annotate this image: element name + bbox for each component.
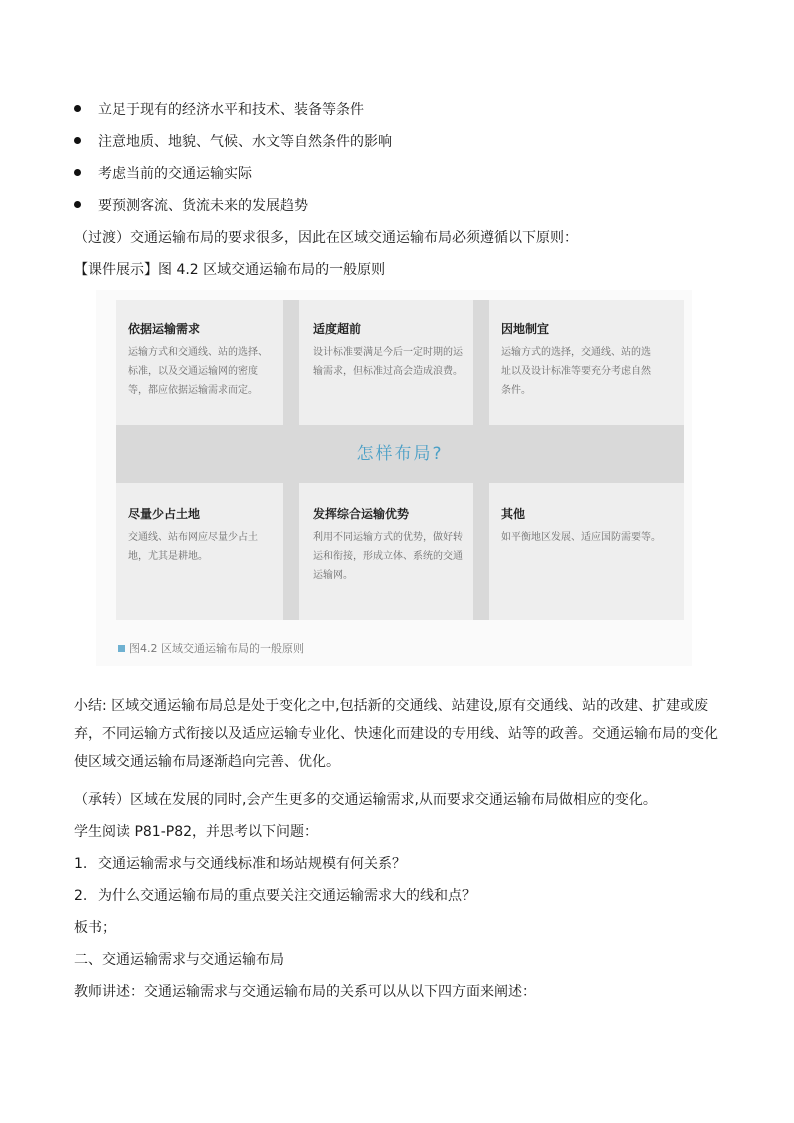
list-item: 立足于现有的经济水平和技术、装备等条件 — [74, 100, 364, 120]
panel-local — [489, 300, 684, 425]
panel-title: 尽量少占土地 — [128, 507, 201, 521]
center-band — [116, 425, 684, 483]
reading-instruction: 学生阅读 P81-P82，并思考以下问题： — [74, 824, 319, 840]
list-item: 考虑当前的交通运输实际 — [74, 164, 252, 184]
panel-title: 依据运输需求 — [128, 322, 201, 336]
panel-body: 如平衡地区发展、适应国防需要等。 — [501, 532, 661, 543]
teacher-narration: 教师讲述：交通运输需求与交通运输布局的关系可以从以下四方面来阐述： — [74, 984, 536, 1000]
panel-title: 其他 — [501, 507, 526, 521]
question-item: 1. 交通运输需求与交通线标准和场站规模有何关系？ — [74, 856, 406, 872]
panel-demand — [116, 300, 283, 425]
bullet-icon — [74, 105, 81, 112]
principles-figure — [96, 290, 692, 666]
section-title: 二、交通运输需求与交通运输布局 — [74, 952, 284, 968]
list-item: 要预测客流、货流未来的发展趋势 — [74, 196, 308, 216]
transition-text: （过渡）交通运输布局的要求很多，因此在区域交通运输布局必须遵循以下原则： — [74, 230, 578, 246]
panel-title: 适度超前 — [313, 322, 362, 336]
transition-text: （承转）区域在发展的同时,会产生更多的交通运输需求,从而要求交通运输布局做相应的变化。 — [74, 792, 657, 808]
list-item: 注意地质、地貌、气候、水文等自然条件的影响 — [74, 132, 392, 152]
panel-moderate — [299, 300, 473, 425]
caption-marker-icon — [118, 645, 125, 652]
bullet-icon — [74, 169, 81, 176]
bullet-icon — [74, 137, 81, 144]
center-label: 怎样布局? — [356, 444, 444, 464]
panel-body: 利用不同运输方式的优势，做好转运和衔接，形成立体、系统的交通运输网。 — [313, 532, 463, 581]
panel-land — [116, 483, 283, 620]
panel-title: 因地制宜 — [501, 322, 550, 336]
panel-body: 设计标准要满足今后一定时期的运输需求，但标准过高会造成浪费。 — [313, 347, 463, 377]
bullet-icon — [74, 201, 81, 208]
panel-title: 发挥综合运输优势 — [313, 507, 410, 521]
summary-paragraph: 小结: 区域交通运输布局总是处于变化之中,包括新的交通线、站建设,原有交通线、站的改建、扩建或废弃，不同运输方式衔接以及适应运输专业化、快速化而建设的专用线、站等的政善。交通运输布局的变化使区域交通运输布局逐渐趋向完善、优化。 — [74, 698, 718, 770]
courseware-heading: 【课件展示】图 4.2 区域交通运输布局的一般原则 — [74, 262, 386, 278]
panel-body: 交通线、站布网应尽量少占土地，尤其是耕地。 — [128, 532, 258, 562]
panel-body: 运输方式和交通线、站的选择、标准，以及交通运输网的密度等，都应依据运输需求而定。 — [128, 347, 268, 396]
panel-body: 运输方式的选择，交通线、站的选址以及设计标准等要充分考虑自然条件。 — [501, 347, 651, 396]
panel-other — [489, 483, 684, 620]
question-item: 2. 为什么交通运输布局的重点要关注交通运输需求大的线和点？ — [74, 888, 476, 904]
panel-integrated — [299, 483, 473, 620]
figure-caption: 图4.2 区域交通运输布局的一般原则 — [118, 640, 304, 656]
board-label: 板书； — [74, 920, 116, 936]
